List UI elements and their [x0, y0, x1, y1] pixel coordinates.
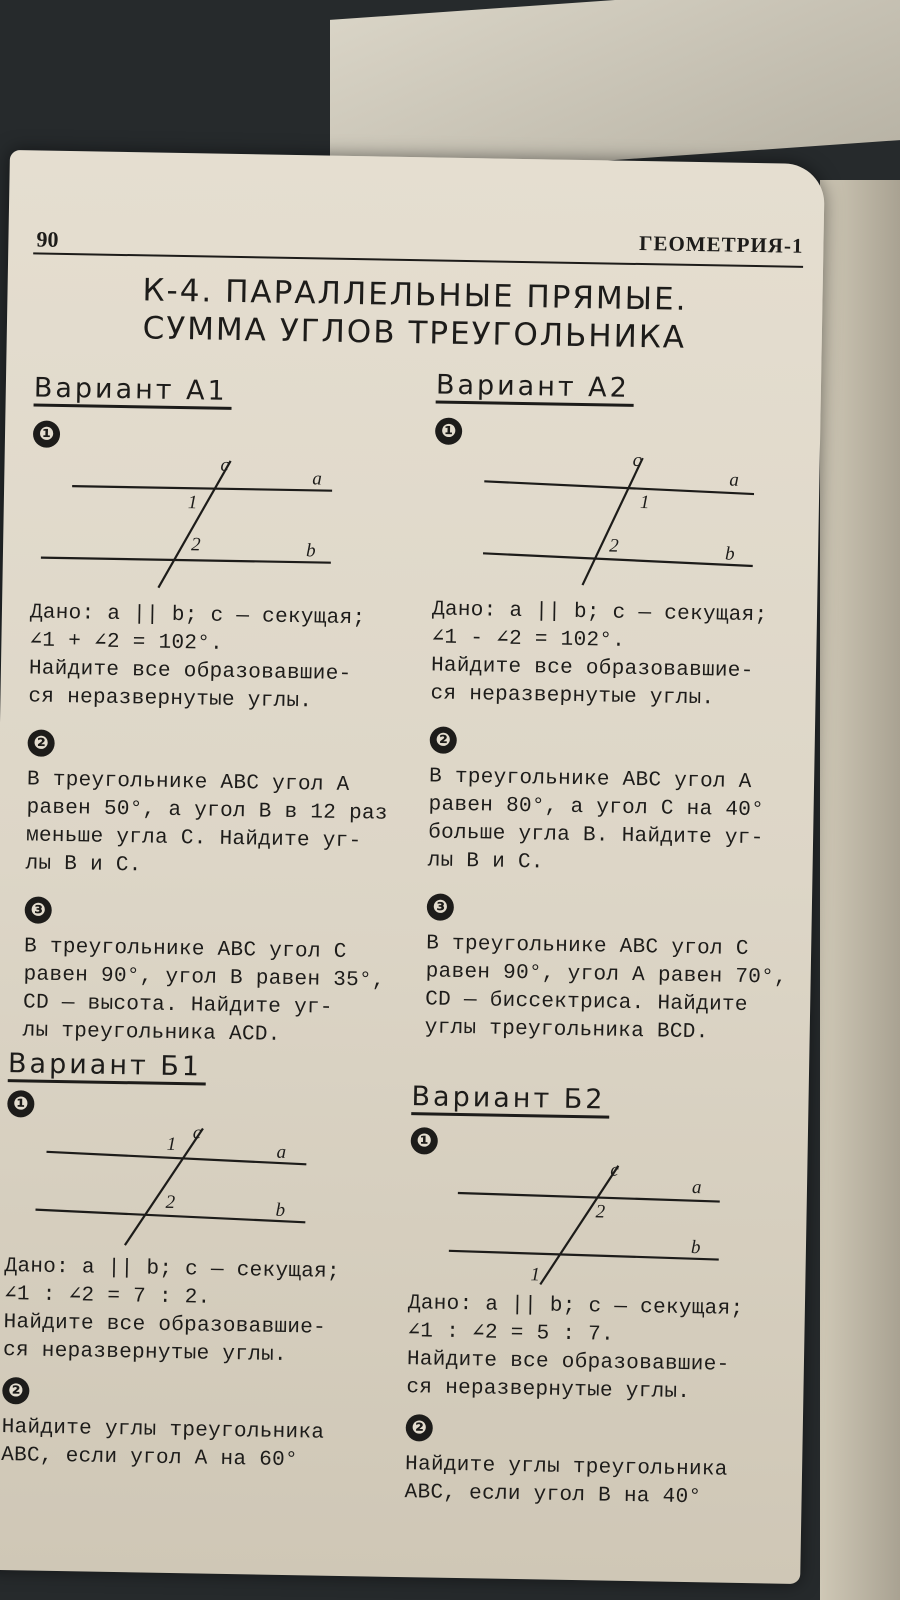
line-c: [582, 457, 642, 586]
task-number-2: ❷: [430, 726, 457, 753]
variant-heading: Вариант А1: [34, 372, 232, 409]
parallel-lines-figure: [432, 444, 754, 590]
task-1-text: Дано: a || b; c — секущая; ∠1 + ∠2 = 102°. Найдите все образовавшие- ся неразвернутые углы.: [28, 601, 366, 714]
label-a: a: [729, 469, 740, 491]
angle-label-2: 2: [165, 1191, 176, 1214]
background-paper-top: [330, 0, 900, 180]
variant-heading: Вариант Б1: [8, 1048, 207, 1085]
line-a: [46, 1152, 306, 1165]
variant-a2: [424, 369, 801, 1048]
label-b: b: [724, 543, 735, 565]
angle-label-1: 1: [166, 1133, 177, 1156]
angle-label-1: 1: [639, 492, 650, 514]
parallel-lines-figure: [30, 447, 352, 593]
line-a: [484, 481, 754, 494]
task-number-1: ❶: [411, 1127, 438, 1154]
angle-label-2: 2: [190, 534, 201, 556]
angle-label-1: 1: [530, 1264, 541, 1286]
variant-heading: Вариант Б2: [411, 1081, 610, 1118]
textbook-page: [0, 150, 825, 1584]
variant-heading: Вариант А2: [436, 369, 634, 406]
task-number-1: ❶: [33, 420, 60, 447]
label-b: b: [690, 1237, 701, 1259]
task-3-text: В треугольнике ABC угол C равен 90°, угол A равен 70°, CD — биссектриса. Найдите углы треугольника BCD.: [424, 932, 788, 1045]
variant-b1: [1, 1048, 373, 1476]
line-a: [458, 1193, 720, 1202]
running-title: ГЕОМЕТРИЯ-1: [638, 230, 804, 258]
parallel-lines-figure: [408, 1154, 730, 1290]
angle-label-2: 2: [608, 535, 619, 557]
line-b: [41, 558, 331, 563]
task-number-2: ❷: [27, 729, 54, 756]
angle-label-2: 2: [595, 1201, 606, 1223]
task-number-3: ❸: [25, 896, 52, 923]
task-number-2: ❷: [2, 1377, 29, 1404]
task-3-text: В треугольнике ABC угол C равен 90°, угол B равен 35°, CD — высота. Найдите уг- лы треугольника ACD.: [22, 935, 386, 1047]
task-2-text: В треугольнике ABC угол A равен 80°, а угол C на 40° больше угла B. Найдите уг- лы B и C.: [427, 765, 765, 875]
task-2-text: Найдите углы треугольника ABC, если угол A на 60°: [1, 1416, 325, 1473]
section-title-line1: К-4. ПАРАЛЛЕЛЬНЫЕ ПРЯМЫЕ.: [142, 272, 688, 318]
task-1-text: Дано: a || b; c — секущая; ∠1 : ∠2 = 5 : 7. Найдите все образовавшие- ся неразвернутые углы.: [406, 1292, 744, 1405]
label-c: c: [192, 1122, 202, 1144]
line-a: [72, 486, 332, 491]
task-number-3: ❸: [427, 893, 454, 920]
line-b: [449, 1251, 719, 1260]
task-number-2: ❷: [406, 1414, 433, 1441]
task-1-text: Дано: a || b; c — секущая; ∠1 - ∠2 = 102°. Найдите все образовавшие- ся неразвернутые углы.: [430, 598, 768, 711]
line-c: [540, 1164, 618, 1285]
page-number: 90: [36, 226, 59, 252]
line-c: [125, 1127, 203, 1246]
label-c: c: [610, 1159, 619, 1181]
label-a: a: [691, 1177, 702, 1199]
label-a: a: [276, 1141, 287, 1163]
task-number-1: ❶: [7, 1090, 34, 1117]
angle-label-1: 1: [187, 492, 198, 514]
label-a: a: [312, 468, 322, 490]
label-c: c: [632, 449, 642, 472]
label-b: b: [275, 1199, 286, 1221]
task-number-1: ❶: [435, 417, 462, 444]
label-b: b: [305, 540, 316, 562]
background-paper-right: [820, 180, 900, 1600]
parallel-lines-figure: [5, 1117, 327, 1253]
task-2-text: Найдите углы треугольника ABC, если угол B на 40°: [404, 1453, 728, 1510]
variant-a1: [22, 372, 399, 1051]
task-2-text: В треугольнике ABC угол A равен 50°, а угол B в 12 раз меньше угла C. Найдите уг- лы B и C.: [25, 768, 388, 878]
section-title-line2: СУММА УГЛОВ ТРЕУГОЛЬНИКА: [142, 310, 687, 356]
label-c: c: [220, 454, 230, 476]
task-1-text: Дано: a || b; c — секущая; ∠1 : ∠2 = 7 : 2. Найдите все образовавшие- ся неразвернутые углы.: [2, 1255, 341, 1368]
variant-b2: [404, 1081, 776, 1513]
line-c: [158, 460, 230, 589]
